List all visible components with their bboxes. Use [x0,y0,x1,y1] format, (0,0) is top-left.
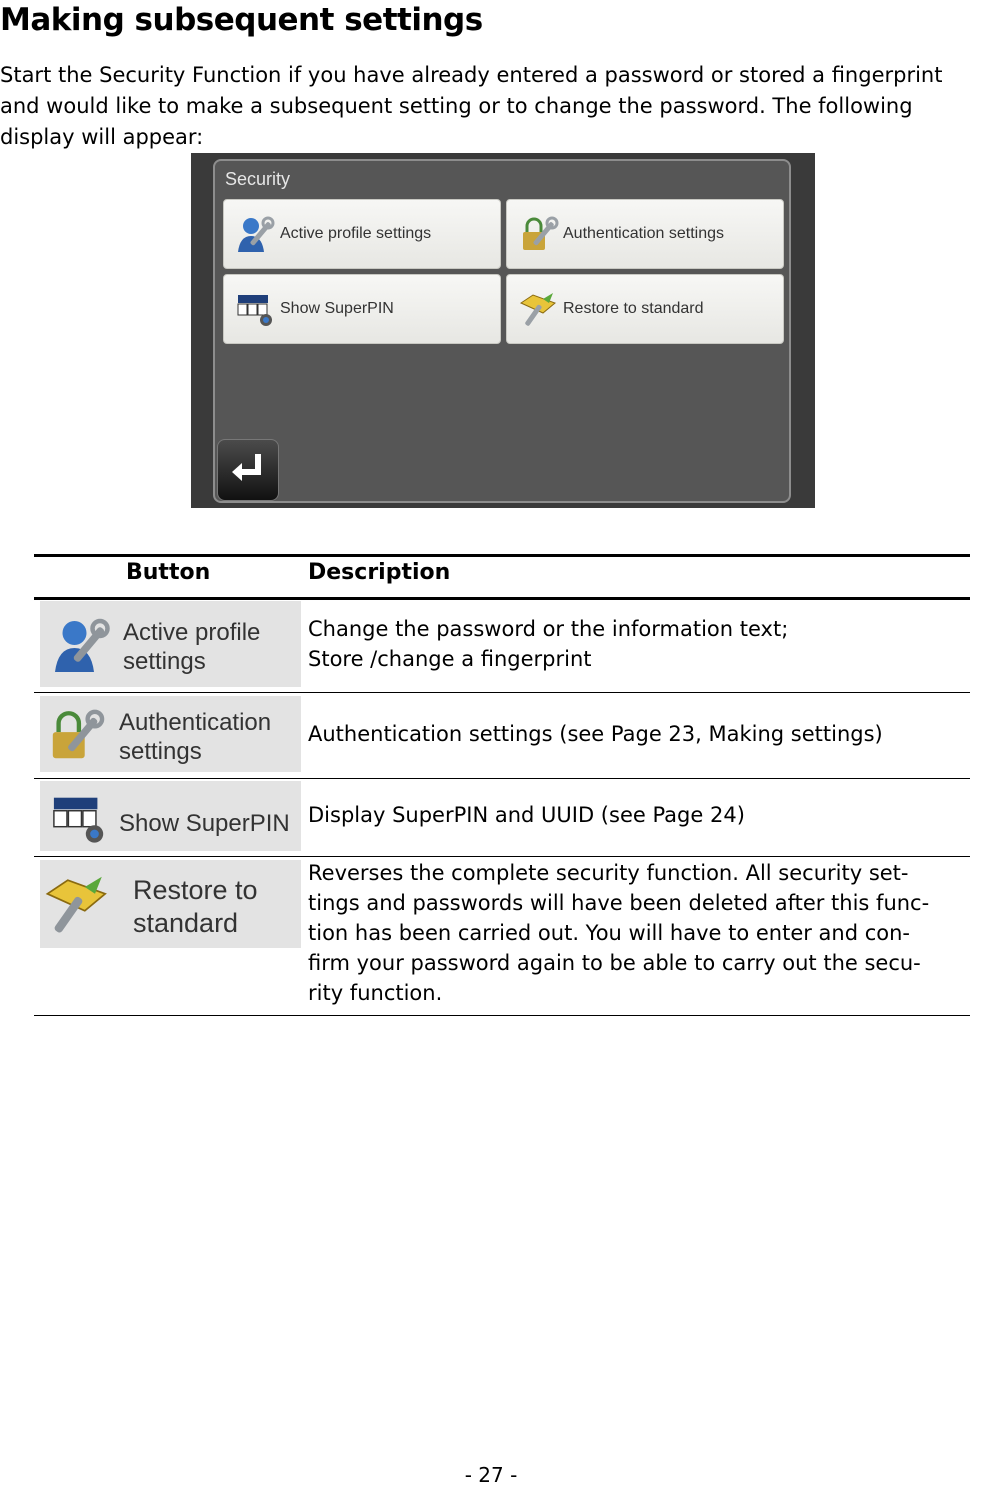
row-description: tings and passwords will have been deleted after this func- [308,891,930,915]
column-header-button: Button [126,560,211,585]
authentication-settings-button[interactable] [506,199,784,269]
active-profile-settings-button[interactable] [223,199,501,269]
button-label: standard [133,908,239,938]
page-number: - 27 - [464,1463,518,1487]
button-label: settings [119,738,202,765]
security-screen [213,159,791,503]
security-screen-screenshot [191,153,815,508]
row-description: Authentication settings (see Page 23, Making settings) [308,722,883,746]
screen-title: Security [225,169,291,189]
user-wrench-icon [236,214,276,254]
row-description: Reverses the complete security function. All security set- [308,861,909,885]
authentication-settings-button-image [40,696,301,772]
column-header-description: Description [308,560,451,585]
button-label: Active profile [123,619,261,646]
active-profile-settings-button-image [40,601,301,687]
row-divider [34,778,970,779]
button-label: settings [123,648,206,675]
table-bottom-rule [34,1015,970,1016]
row-description: Change the password or the information text; [308,617,789,641]
restore-to-standard-button-image [40,860,301,948]
row-description: Display SuperPIN and UUID (see Page 24) [308,803,745,827]
superpin-icon [236,289,276,329]
button-label: Restore to standard [563,300,704,317]
row-description: firm your password again to be able to carry out the secu- [308,951,921,975]
button-label: Authentication [119,709,272,736]
superpin-icon [48,789,112,847]
button-label: Show SuperPIN [280,300,394,317]
lock-wrench-icon [46,706,106,764]
show-superpin-button[interactable] [223,274,501,344]
show-superpin-button-image [40,781,301,851]
table-top-rule [34,554,970,557]
row-description: rity function. [308,981,443,1005]
lock-wrench-icon [519,214,559,254]
button-label: Active profile settings [280,225,432,242]
return-arrow-icon [218,440,278,500]
back-button[interactable] [217,439,279,501]
row-description: tion has been carried out. You will have to enter and con- [308,921,911,945]
intro-paragraph: Start the Security Function if you have already entered a password or stored a fingerprint and would like to make a subsequent setting or to change the password. The following display will appear: [0,63,943,149]
button-label: Authentication settings [563,225,724,242]
folder-wrench-icon [519,289,559,329]
button-label: Show SuperPIN [119,810,290,837]
button-label: Restore to [133,875,258,905]
row-divider [34,856,970,857]
row-divider [34,692,970,693]
user-wrench-icon [50,615,114,675]
page-title: Making subsequent settings [0,2,483,38]
table-header-rule [34,597,970,600]
folder-wrench-icon [44,870,112,938]
row-description: Store /change a fingerprint [308,647,592,671]
restore-to-standard-button[interactable] [506,274,784,344]
